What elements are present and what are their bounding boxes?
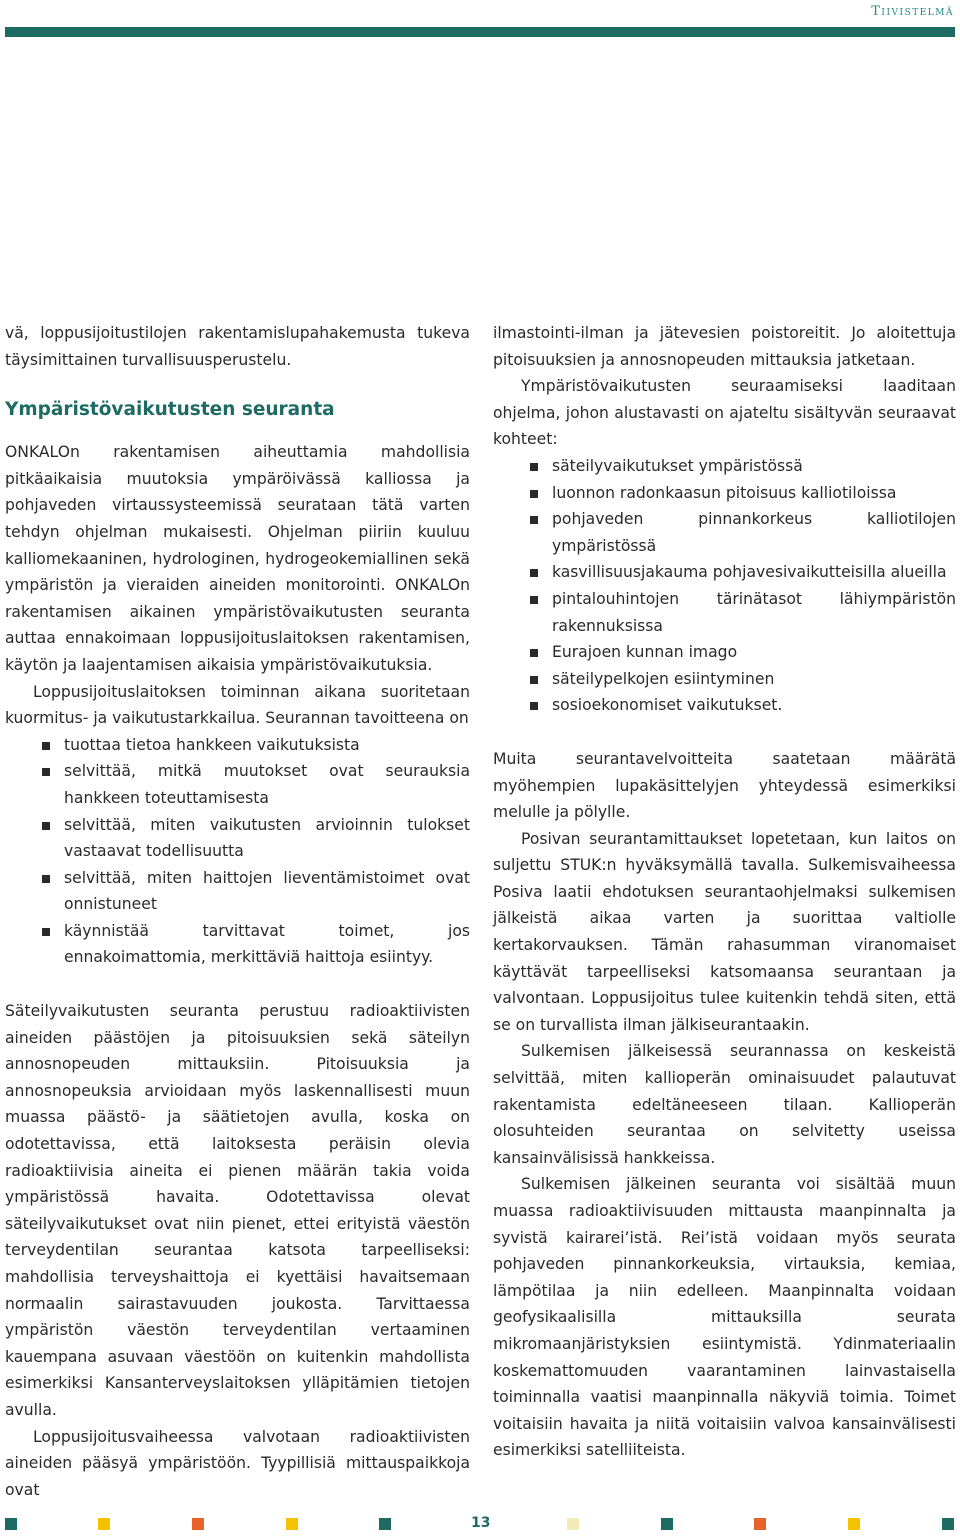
right-column xyxy=(493,320,956,1464)
list-item: tuottaa tietoa hankkeen vaikutuksista xyxy=(5,732,470,759)
bullet-square-icon xyxy=(530,516,538,524)
list-item: Eurajoen kunnan imago xyxy=(493,639,956,666)
list-item: selvittää, mitkä muutokset ovat seurauksia hankkeen toteuttamisesta xyxy=(5,758,470,811)
paragraph: ONKALOn rakentamisen aiheuttamia mahdollisia pitkäaikaisia muutoksia ympäröivässä kalliossa ja pohjaveden virtaussysteemissä seurataan tätä varten tehdyn ohjelman mukaisesti. Ohjelman piiriin kuuluu kalliomekaaninen, hydrologinen, hydrogeokemiallinen sekä ympäristön ja vieraiden aineiden monitorointi. ONKALOn rakentamisen aikainen ympäristövaikutusten seuranta auttaa ennakoimaan loppusijoituslaitoksen rakentamisen, käytön ja laajentamisen aikaisia ympäristövaikutuksia. xyxy=(5,443,470,674)
targets-list xyxy=(493,453,956,719)
list-item: selvittää, miten vaikutusten arvioinnin tulokset vastaavat todellisuutta xyxy=(5,812,470,865)
paragraph: Muita seurantavelvoitteita saatetaan määrätä myöhempien lupakäsittelyjen yhteydessä esimerkiksi melulle ja pölylle. xyxy=(493,749,956,822)
page-number: 13 xyxy=(471,1515,491,1531)
paragraph: Ympäristövaikutusten seuraamiseksi laaditaan ohjelma, johon alustavasti on ajateltu sisältyvän seuraavat kohteet: xyxy=(493,377,956,449)
left-column xyxy=(5,320,470,1503)
list-item: sosioekonomiset vaikutukset. xyxy=(493,692,956,719)
bullet-square-icon xyxy=(530,676,538,684)
bullet-square-icon xyxy=(42,768,50,776)
bullet-square-icon xyxy=(530,490,538,498)
list-item: säteilypelkojen esiintyminen xyxy=(493,666,956,693)
paragraph: Sulkemisen jälkeisessä seurannassa on keskeistä selvittää, miten kallioperän ominaisuudet palautuvat rakentamista edeltäneeseen tilaan. Kallioperän olosuhteiden seurantaa on selvitetty useissa kansainvälisissä hankkeissa. xyxy=(493,1042,956,1167)
top-rule xyxy=(5,27,955,37)
intro-paragraph: vä, loppusijoitustilojen rakentamislupahakemusta tukeva täysimittainen turvallisuusperustelu. xyxy=(5,324,470,369)
bullet-square-icon xyxy=(530,596,538,604)
list-item: luonnon radonkaasun pitoisuus kalliotiloissa xyxy=(493,480,956,507)
bullet-square-icon xyxy=(42,928,50,936)
bullet-square-icon xyxy=(530,463,538,471)
paragraph: Loppusijoituslaitoksen toiminnan aikana suoritetaan kuormitus- ja vaikutustarkkailua. Seurannan tavoitteena on xyxy=(5,682,470,728)
footer-square-icon xyxy=(942,1518,954,1530)
running-title: Tiivistelmä xyxy=(871,4,954,19)
bullet-square-icon xyxy=(42,822,50,830)
bullet-square-icon xyxy=(530,569,538,577)
footer-square-icon xyxy=(848,1518,860,1530)
bullet-square-icon xyxy=(42,875,50,883)
section-heading: Ympäristövaikutusten seuranta xyxy=(5,399,335,421)
goals-list xyxy=(5,732,470,971)
footer-square-icon xyxy=(567,1518,579,1530)
list-item: pintalouhintojen tärinätasot lähiympäristön rakennuksissa xyxy=(493,586,956,639)
footer-square-icon xyxy=(286,1518,298,1530)
list-item: käynnistää tarvittavat toimet, jos ennakoimattomia, merkittäviä haittoja esiintyy. xyxy=(5,918,470,971)
paragraph: Sulkemisen jälkeinen seuranta voi sisältää muun muassa radioaktiivisuuden mittausta maanpinnalta ja syvistä kairarei’istä. Rei’istä voidaan myös seurata pohjaveden pinnankorkeuksia, virtauksia, kemiaa, lämpötilaa ja niin edelleen. Maanpinnalta voidaan geofysikaalisilla mittauksilla seurata mikromaanjäristyksien esiintymistä. Ydinmateriaalin koskemattomuuden vaarantaminen lainvastaisella toiminnalla vaatisi maanpinnalla näkyviä toimia. Toimet voitaisiin havaita ja niitä voitaisiin valvoa kansainvälisesti esimerkiksi satelliiteista. xyxy=(493,1175,956,1460)
paragraph: ilmastointi-ilman ja jätevesien poistoreitit. Jo aloitettuja pitoisuuksien ja annosnopeuden mittauksia jatketaan. xyxy=(493,324,956,369)
list-item: kasvillisuusjakauma pohjavesivaikutteisilla alueilla xyxy=(493,559,956,586)
footer-square-icon xyxy=(98,1518,110,1530)
footer-square-icon xyxy=(379,1518,391,1530)
list-item: selvittää, miten haittojen lieventämistoimet ovat onnistuneet xyxy=(5,865,470,918)
list-item: säteilyvaikutukset ympäristössä xyxy=(493,453,956,480)
footer-square-icon xyxy=(5,1518,17,1530)
bullet-square-icon xyxy=(42,742,50,750)
bullet-square-icon xyxy=(530,649,538,657)
bullet-square-icon xyxy=(530,702,538,710)
footer-square-icon xyxy=(661,1518,673,1530)
paragraph: Loppusijoitusvaiheessa valvotaan radioaktiivisten aineiden pääsyä ympäristöön. Tyypillisiä mittauspaikkoja ovat xyxy=(5,1427,470,1499)
footer-square-icon xyxy=(754,1518,766,1530)
paragraph: Posivan seurantamittaukset lopetetaan, kun laitos on suljettu STUK:n hyväksymällä tavalla. Sulkemisvaiheessa Posiva laatii ehdotuksen seurantaohjelmaksi sulkemisen jälkeistä aikaa varten ja suorittaa valtiolle kertakorvauksen. Tämän rahasumman viranomaiset käyttävät tarpeelliseksi katsomaansa seurantaan ja valvontaan. Loppusijoitus tulee kuitenkin tehdä siten, että se on turvallista ilman jälkiseurantaakin. xyxy=(493,829,956,1034)
paragraph: Säteilyvaikutusten seuranta perustuu radioaktiivisten aineiden päästöjen ja pitoisuuksien sekä säteilyn annosnopeuden mittauksiin. Pitoisuuksia ja annosnopeuksia arvioidaan myös laskennallisesti muun muassa päästö- ja säätietojen avulla, koska on odotettavissa, että laitoksesta peräisin olevia radioaktiivisia aineita ei pienen määrän takia voida ympäristössä havaita. Odotettavissa olevat säteilyvaikutukset ovat niin pienet, ettei erityistä väestön terveydentilan seurantaa katsota tarpeelliseksi: mahdollisia terveyshaittoja ei kyettäisi havaitsemaan normaalin sairastavuuden joukosta. Tarvittaessa ympäristön väestön terveydentilan vertaaminen kauempana asuvaan väestöön on kuitenkin mahdollista esimerkiksi Kansanterveyslaitoksen ylläpitämien tietojen avulla. xyxy=(5,1002,470,1419)
list-item: pohjaveden pinnankorkeus kalliotilojen ympäristössä xyxy=(493,506,956,559)
footer-square-icon xyxy=(192,1518,204,1530)
